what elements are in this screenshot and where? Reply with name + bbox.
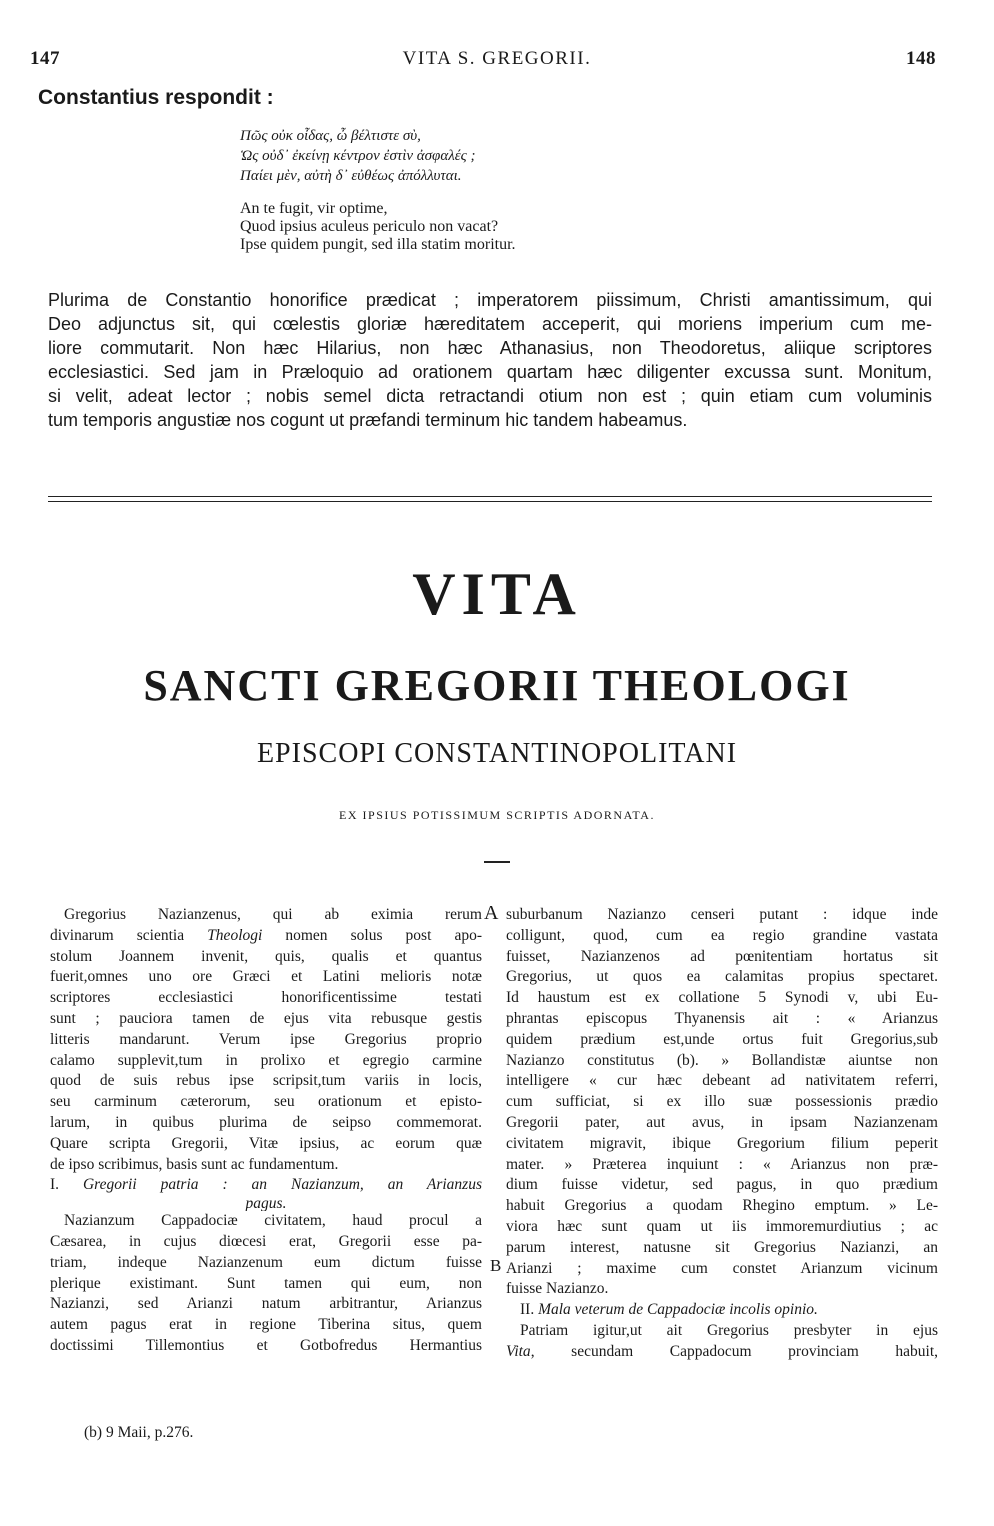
left-column xyxy=(50,905,482,1357)
title-vita: VITA xyxy=(412,561,582,627)
intro-paragraph xyxy=(48,288,932,432)
column-line: de ipso scribimus, basis sunt ac fundamentum. xyxy=(50,1155,339,1173)
column-line: Arianzi ; maxime cum constet Arianzum vicinum xyxy=(506,1259,938,1277)
column-line: Gregorii pater, aut avus, in ipsam Nazianzenam xyxy=(506,1113,938,1131)
column-line: habuit Gregorius a quodam Rhegino emptum. » Le- xyxy=(506,1197,938,1215)
title-sancti: SANCTI GREGORII THEOLOGI xyxy=(143,661,851,710)
latin-verse xyxy=(240,200,516,254)
respondit-line: Constantius respondit : xyxy=(38,86,274,109)
section-heading-line: pagus. xyxy=(245,1196,287,1212)
column-marker-a: A xyxy=(484,902,499,924)
column-line: sunt ; pauciora tamen de ejus vita rebusque gestis xyxy=(50,1009,482,1027)
column-line: divinarum scientia Theologi nomen solus post apo- xyxy=(50,926,482,944)
greek-verse-line: Ὡς οὐδ᾽ ἐκείνῃ κέντρον ἐστὶν ἀσφαλές ; xyxy=(240,148,476,164)
column-line: Vita, secundam Cappadocum provinciam habuit, xyxy=(506,1342,938,1360)
right-column xyxy=(506,905,938,1363)
latin-verse-line: Ipse quidem pungit, sed illa statim moritur. xyxy=(240,236,516,253)
latin-verse-line: Quod ipsius aculeus periculo non vacat? xyxy=(240,218,499,235)
column-line: Gregorius, ut quos ea calamitas propius spectaret. xyxy=(506,968,938,986)
section-heading-line: I. Gregorii patria : an Nazianzum, an Arianzus xyxy=(50,1176,482,1194)
column-line: cum sufficiat, si ex illo suæ possessionis prædio xyxy=(506,1093,938,1111)
column-line: fuisset, Nazianzenos ad pœnitentiam hortatus sit xyxy=(506,947,938,965)
column-line: civitatem migravit, ibique Gregorium filium peperit xyxy=(506,1134,938,1152)
column-line: mater. » Præterea inquiunt : « Arianzus non præ- xyxy=(506,1155,938,1173)
column-line: parum interest, natusne sit Gregorius Nazianzi, an xyxy=(506,1238,938,1256)
paragraph-line: Plurima de Constantio honorifice prædicat ; imperatorem piissimum, Christi amantissimum, qui xyxy=(48,290,932,310)
column-line: litteris mandarunt. Verum ipse Gregorius proprio xyxy=(50,1030,482,1048)
column-line: stolum Joannem invenit, quis, qualis et quantus xyxy=(50,947,482,965)
greek-verse-line: Πῶς οὐκ οἶδας, ὦ βέλτιστε σὺ, xyxy=(240,128,421,144)
greek-verse-line: Παίει μὲν, αὐτὴ δ᾽ εὐθέως ἀπόλλυται. xyxy=(240,168,462,184)
column-line: Nazianzo constitutus (b). » Bollandistæ aiuntse non xyxy=(506,1051,938,1069)
column-line: dium fuisse videtur, sed pagus, in quo prædium xyxy=(506,1176,938,1194)
column-line: calamo supplevit,tum in prolixo et egregio carmine xyxy=(50,1051,482,1069)
column-line: doctissimi Tillemontius et Gotbofredus Hermantius xyxy=(50,1336,482,1354)
column-line: larum, in quibus plurima de seipso commemorat. xyxy=(50,1113,482,1131)
title-dash xyxy=(484,861,510,863)
column-line: fuerit,omnes uno ore Græci et Latini melioris notæ xyxy=(50,968,482,986)
column-line: triam, indeque Nazianzenum eum dictum fuisse xyxy=(50,1253,482,1271)
column-line: Patriam igitur,ut ait Gregorius presbyter in ejus xyxy=(520,1321,938,1339)
divider-rule-bottom xyxy=(48,501,932,502)
page-number-left: 147 xyxy=(30,48,60,69)
column-line: quidem prædium est,unde ortus fuit Gregorius,sub xyxy=(506,1030,938,1048)
column-line: fuisse Nazianzo. xyxy=(506,1280,609,1298)
column-line: plerique existimant. Sunt tamen qui eum, non xyxy=(50,1274,482,1292)
column-marker-b: B xyxy=(490,1256,502,1275)
column-line: scriptores ecclesiastici honorificentissime testati xyxy=(50,989,482,1007)
column-line: intelligere « cur hæc debeant ad nativitatem referri, xyxy=(506,1072,938,1090)
paragraph-line: tum temporis angustiæ nos cogunt ut præfandi terminum hic tandem habeamus. xyxy=(48,410,688,430)
divider-rule-top xyxy=(48,496,932,497)
paragraph-line: Deo adjunctus sit, qui cœlestis gloriæ hæreditatem acceperit, qui moriens imperium cum me- xyxy=(48,314,932,334)
column-line: Nazianzi, sed Arianzi natum arbitrantur, Arianzus xyxy=(50,1295,482,1313)
column-line: quod de suis rebus ipse scripsit,tum variis in locis, xyxy=(50,1072,482,1090)
column-line: phrantas episcopus Thyanensis ait : « Arianzus xyxy=(506,1009,938,1027)
column-line: Quare scripta Gregorii, Vitæ ipsius, ac eorum quæ xyxy=(50,1134,482,1152)
paragraph-line: ecclesiastici. Sed jam in Præloquio ad orationem quartam hæc diligenter excussa sunt. Monitum, xyxy=(48,362,932,382)
column-line: seu carminum cæterorum, seu orationum et episto- xyxy=(50,1093,482,1111)
section-heading-line: II. Mala veterum de Cappadociæ incolis opinio. xyxy=(520,1301,818,1319)
column-line: autem pagus erat in regione Tiberina situs, quem xyxy=(50,1316,482,1334)
column-line: Gregorius Nazianzenus, qui ab eximia rerum xyxy=(64,906,482,923)
page-number-right: 148 xyxy=(906,48,936,69)
footnote: (b) 9 Maii, p.276. xyxy=(84,1424,194,1441)
column-line: viora hæc sunt quam ut iis immoremurdiutius ; ac xyxy=(506,1217,938,1235)
paragraph-line: si velit, adeat lector ; nobis semel dicta retractandi otium non est ; quin etiam cum voluminis xyxy=(48,386,932,406)
title-episcopi: EPISCOPI CONSTANTINOPOLITANI xyxy=(256,738,738,769)
column-line: Id haustum est ex collatione 5 Synodi v, ubi Eu- xyxy=(506,989,938,1007)
column-line: suburbanum Nazianzo censeri putant : idque inde xyxy=(506,906,938,923)
greek-verse xyxy=(240,126,475,186)
paragraph-line: liore commutarit. Non hæc Hilarius, non hæc Athanasius, non Theodoretus, aliique scriptores xyxy=(48,338,932,358)
latin-verse-line: An te fugit, vir optime, xyxy=(240,200,388,217)
title-subtitle: EX IPSIUS POTISSIMUM SCRIPTIS ADORNATA. xyxy=(339,808,655,822)
running-title: VITA S. GREGORII. xyxy=(402,48,592,69)
column-line: colligunt, quod, cum ea regio grandine vastata xyxy=(506,926,938,944)
column-line: Cæsarea, in cujus diœcesi erat, Gregorii esse pa- xyxy=(50,1232,482,1250)
column-line: Nazianzum Cappadociæ civitatem, haud procul a xyxy=(64,1212,482,1230)
